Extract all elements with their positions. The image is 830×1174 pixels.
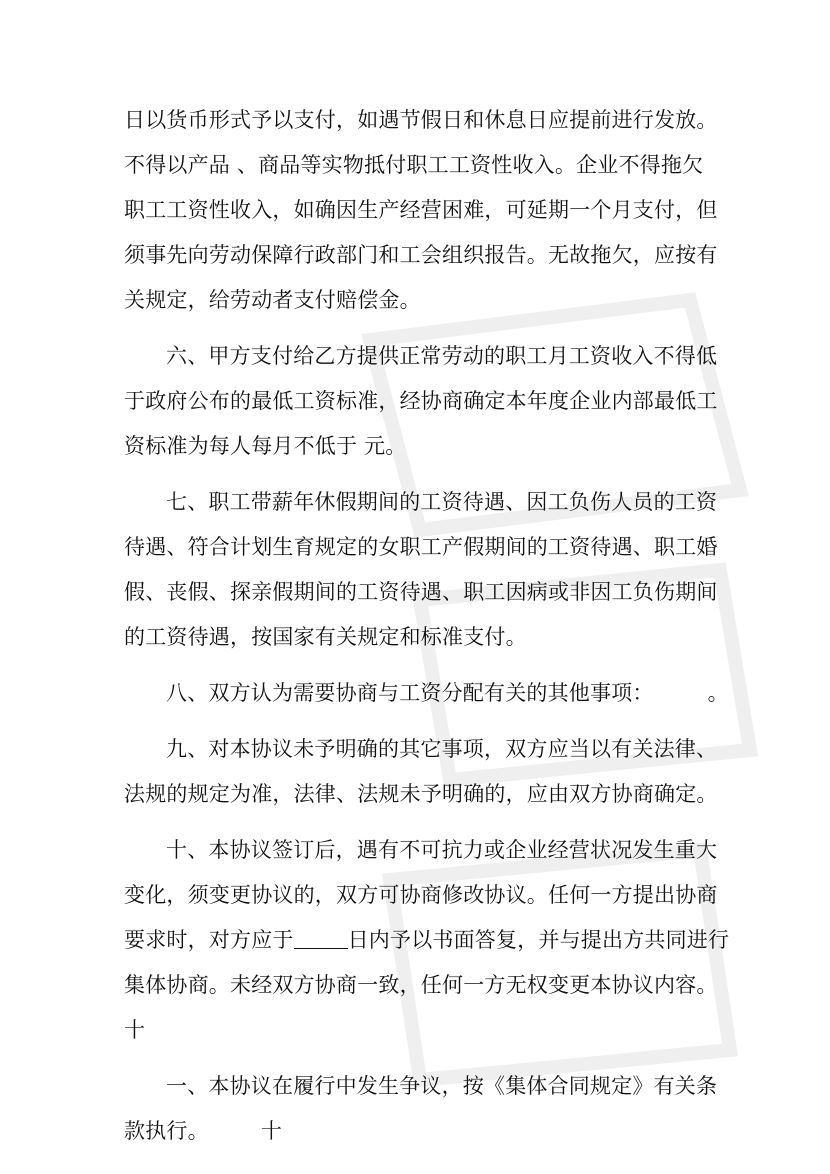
text-line: 变化，须变更协议的，双方可协商修改协议。任何一方提出协商 [124, 883, 718, 907]
text-line: 假、丧假、探亲假期间的工资待遇、职工因病或非因工负伤期间 [124, 580, 718, 604]
paragraph-payment-continuation [124, 98, 718, 323]
clause-9 [124, 727, 718, 817]
text-line [124, 671, 729, 716]
text-line: 十 [124, 1018, 146, 1042]
fill-in-blank-days[interactable] [294, 928, 348, 949]
clause-8 [124, 671, 729, 716]
clause-10 [124, 828, 730, 1053]
text-line: 待遇、符合计划生育规定的女职工产假期间的工资待遇、职工婚 [124, 535, 718, 559]
clause-10-text-after-blank: 日内予以书面答复，并与提出方共同进行 [347, 928, 730, 952]
clause-7 [124, 480, 718, 660]
clause-11-number: 十 [260, 1119, 283, 1143]
text-line: 须事先向劳动保障行政部门和工会组织报告。无故拖欠，应按有 [124, 243, 718, 267]
text-line: 的工资待遇，按国家有关规定和标准支付。 [124, 625, 527, 649]
text-line: 日以货币形式予以支付，如遇节假日和休息日应提前进行发放。 [124, 108, 718, 132]
clause-11 [124, 1064, 718, 1154]
text-line: 七、职工带薪年休假期间的工资待遇、因工负伤人员的工资 [166, 490, 718, 514]
text-line: 一、本协议在履行中发生争议，按《集体合同规定》有关条 [166, 1074, 718, 1098]
text-line: 六、甲方支付给乙方提供正常劳动的职工月工资收入不得低 [166, 344, 718, 368]
text-line: 集体协商。未经双方协商一致，任何一方无权变更本协议内容。 [124, 973, 718, 997]
text-line: 十、本协议签订后，遇有不可抗力或企业经营状况发生重大 [166, 838, 718, 862]
text-line: 不得以产品 、商品等实物抵付职工工资性收入。企业不得拖欠 [124, 153, 704, 177]
clause-10-text-before-blank: 要求时，对方应于 [124, 928, 294, 952]
text-line: 职工工资性收入，如确因生产经营困难，可延期一个月支付，但 [124, 198, 718, 222]
clause-8-text: 八、双方认为需要协商与工资分配有关的其他事项： [166, 681, 654, 705]
text-line [124, 918, 730, 963]
text-line: 资标准为每人每月不低于 元。 [124, 434, 407, 458]
text-line: 于政府公布的最低工资标准，经协商确定本年度企业内部最低工 [124, 389, 718, 413]
clause-8-end: 。 [707, 681, 729, 705]
text-line [124, 1109, 714, 1154]
text-line: 九、对本协议未予明确的其它事项，双方应当以有关法律、 [166, 737, 718, 761]
text-line: 关规定，给劳动者支付赔偿金。 [124, 288, 421, 312]
clause-6 [124, 334, 718, 469]
text-line: 法规的规定为准，法律、法规未予明确的，应由双方协商确定。 [124, 782, 718, 806]
clause-11-text: 款执行。 [124, 1119, 209, 1143]
document-body [124, 98, 730, 1154]
